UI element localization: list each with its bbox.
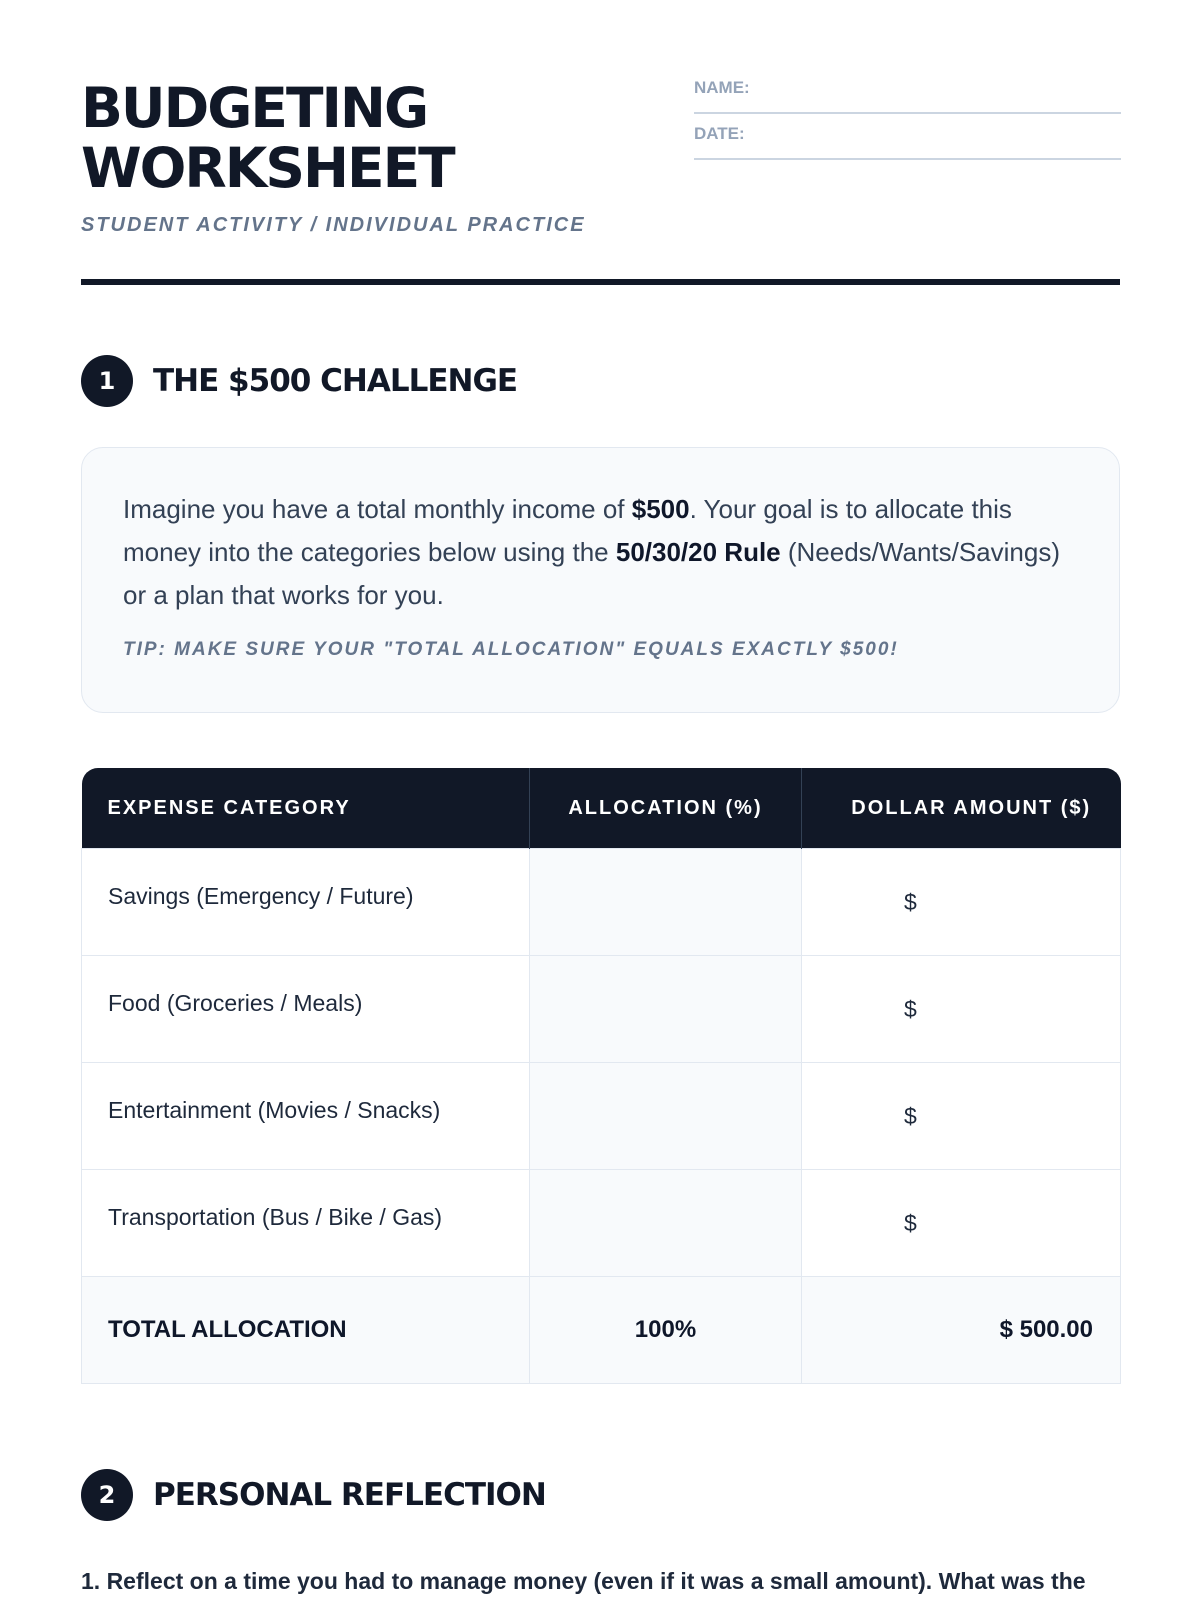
challenge-instructions-box [81, 447, 1120, 713]
intro-rule-name: 50/30/20 Rule [615, 537, 781, 567]
category-label: Entertainment (Movies / Snacks) [108, 1096, 441, 1123]
allocation-input-cell[interactable] [530, 1063, 802, 1170]
header-dollar-amount: DOLLAR AMOUNT ($) [802, 768, 1121, 849]
date-field[interactable] [694, 124, 1121, 160]
allocation-input-cell[interactable] [530, 956, 802, 1063]
total-label: TOTAL ALLOCATION [82, 1277, 530, 1384]
category-label: Food (Groceries / Meals) [108, 989, 363, 1016]
total-row [82, 1277, 1121, 1384]
total-allocation: 100% [530, 1277, 802, 1384]
table-row [82, 1170, 1121, 1277]
allocation-input-cell[interactable] [530, 1170, 802, 1277]
amount-input-cell[interactable]: $ [802, 956, 1121, 1063]
title-line-2: WORKSHEET [81, 136, 454, 200]
table-row [82, 1063, 1121, 1170]
header-divider [81, 279, 1120, 285]
name-field[interactable] [694, 78, 1121, 114]
section-2-heading [81, 1469, 546, 1521]
intro-text-2: . Your goal is to allocate this money into the categories below using the [123, 494, 1012, 567]
table-row [82, 849, 1121, 956]
worksheet-subtitle: STUDENT ACTIVITY / INDIVIDUAL PRACTICE [81, 214, 586, 236]
total-amount: $ 500.00 [802, 1277, 1121, 1384]
challenge-intro [123, 488, 1079, 617]
intro-text-3: (Needs/Wants/Savings) or a plan that works for you. [123, 537, 1061, 610]
table-row [82, 956, 1121, 1063]
section-2-title: PERSONAL REFLECTION [153, 1477, 546, 1513]
date-label: DATE: [694, 124, 745, 143]
intro-income-amount: $500 [631, 494, 690, 524]
amount-input-cell[interactable]: $ [802, 1170, 1121, 1277]
category-label: Transportation (Bus / Bike / Gas) [108, 1203, 443, 1230]
budget-table [81, 768, 1121, 1384]
section-1-heading [81, 355, 517, 407]
header-allocation: ALLOCATION (%) [530, 768, 802, 849]
category-cell [82, 956, 530, 1063]
category-cell [82, 1170, 530, 1277]
worksheet-title [81, 78, 641, 198]
reflection-question-1: 1. Reflect on a time you had to manage money (even if it was a small amount). What was the [81, 1568, 1086, 1594]
amount-input-cell[interactable]: $ [802, 849, 1121, 956]
allocation-input-cell[interactable] [530, 849, 802, 956]
title-line-1: BUDGETING [81, 76, 428, 140]
section-2-number-badge: 2 [81, 1469, 133, 1521]
category-cell [82, 1063, 530, 1170]
header-expense-category: EXPENSE CATEGORY [82, 768, 530, 849]
intro-text-1: Imagine you have a total monthly income of [123, 494, 632, 524]
table-header-row [82, 768, 1121, 849]
section-1-title: THE $500 CHALLENGE [153, 363, 518, 399]
amount-input-cell[interactable]: $ [802, 1063, 1121, 1170]
section-1-number-badge: 1 [81, 355, 133, 407]
challenge-tip: TIP: MAKE SURE YOUR "TOTAL ALLOCATION" EQUALS EXACTLY $500! [123, 639, 899, 660]
name-label: NAME: [694, 78, 750, 97]
category-cell [82, 849, 530, 956]
category-label: Savings (Emergency / Future) [108, 882, 414, 909]
